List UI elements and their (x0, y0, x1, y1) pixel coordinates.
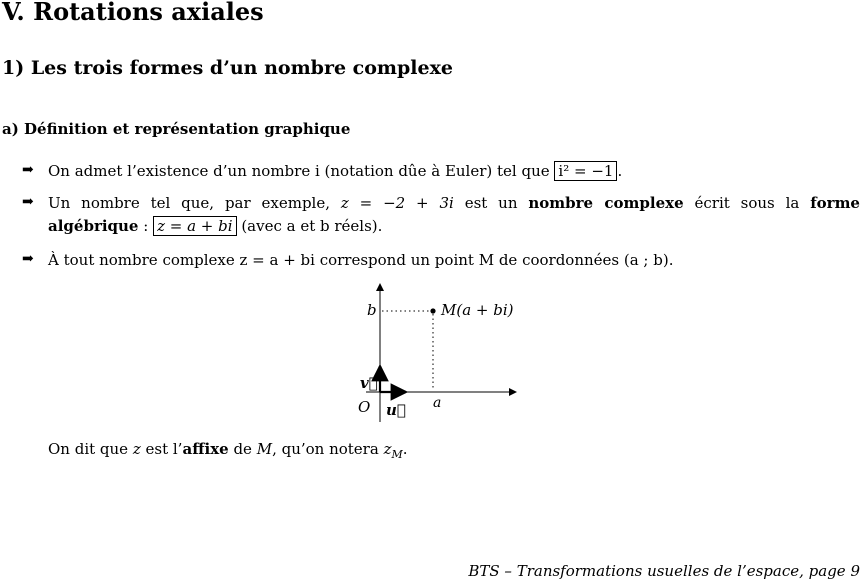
term-complex-number: nombre complexe (528, 194, 684, 212)
var-z: z (132, 440, 141, 458)
outro-text-4: , qu’on notera (272, 440, 384, 458)
term-algebraic: algébrique (48, 217, 139, 235)
subsection-title: 1) Les trois formes d’un nombre complexe (2, 57, 454, 79)
bullet-2-line-1 (48, 192, 860, 214)
bullet-3 (48, 249, 860, 271)
bullet-1-text: On admet l’existence d’un nombre i (notation dûe à Euler) tel que (48, 162, 555, 180)
subscript-M: M (391, 448, 403, 461)
label-point-M: M(a + bi) (441, 301, 514, 319)
label-v: v⃗ (360, 374, 378, 392)
example-formula: z = −2 + 3i (340, 194, 454, 212)
term-affix: affixe (182, 440, 229, 458)
label-a: a (433, 395, 442, 411)
outro-text: On dit que (48, 440, 133, 458)
bullet-2-text-end: (avec a et b réels). (236, 217, 383, 235)
label-u: u⃗ (386, 401, 406, 419)
separator: : (138, 217, 154, 235)
bullet-2-line-2 (48, 215, 860, 237)
var-zM: z (383, 440, 392, 458)
bullet-2-text-mid: est un (453, 194, 529, 212)
bullet-1-end: . (617, 162, 623, 180)
page-footer: BTS – Transformations usuelles de l’espace, page 9 (468, 562, 860, 580)
bullet-2-text: Un nombre tel que, par exemple, (48, 194, 341, 212)
right-arrow-icon: ➡ (22, 162, 34, 178)
complex-plane-figure (340, 278, 540, 428)
bullet-1 (48, 160, 860, 182)
subsubsection-title: a) Définition et représentation graphique (2, 120, 351, 138)
bullet-2-text-after: écrit sous la (683, 194, 811, 212)
bullet-3-text: À tout nombre complexe z = a + bi correspond un point M de coordonnées (a ; b). (48, 251, 674, 269)
right-arrow-icon: ➡ (22, 251, 34, 267)
term-form: forme (810, 194, 860, 212)
outro-end: . (402, 440, 408, 458)
right-arrow-icon: ➡ (22, 194, 34, 210)
boxed-formula-text: i² = −1 (558, 162, 614, 180)
var-M: M (256, 440, 273, 458)
outro-text-2: est l’ (140, 440, 183, 458)
boxed-formula (554, 161, 617, 181)
boxed-algebraic-form: z = a + bi (153, 216, 236, 236)
label-origin: O (358, 398, 371, 416)
label-b: b (367, 301, 377, 319)
affix-sentence (48, 440, 408, 461)
point-M (430, 308, 435, 313)
outro-text-3: de (228, 440, 257, 458)
section-title: V. Rotations axiales (2, 0, 264, 26)
